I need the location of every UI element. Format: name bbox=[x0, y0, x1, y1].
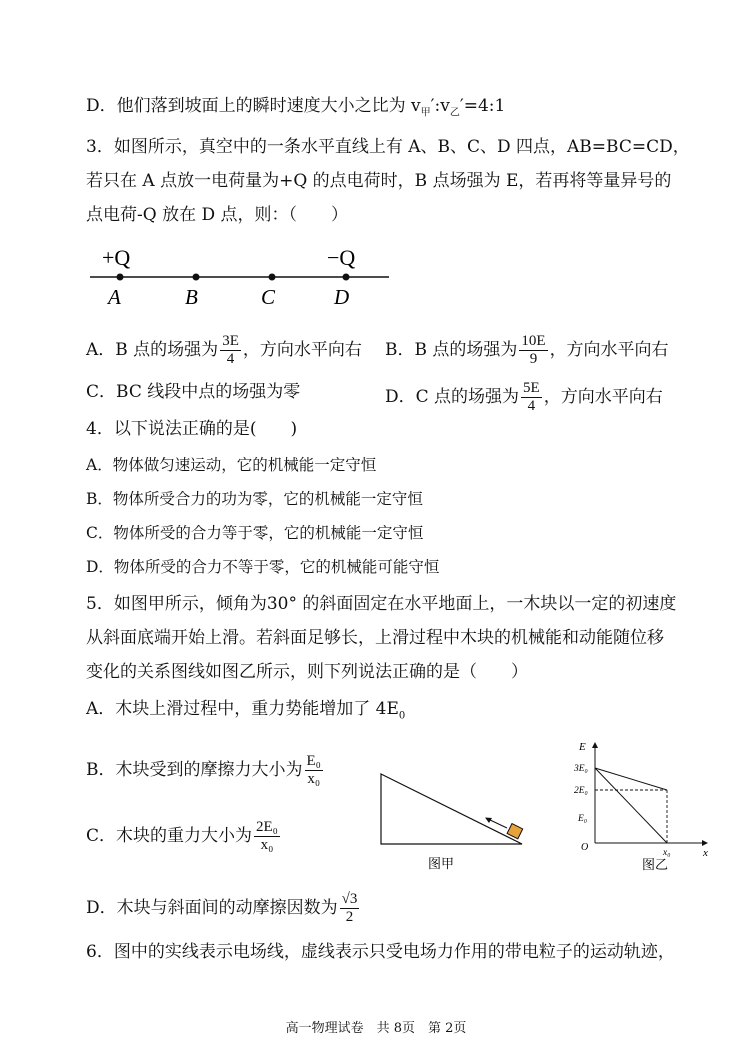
label-a: A bbox=[108, 285, 121, 309]
label-d: D bbox=[334, 285, 350, 309]
q5-stem-line3: 变化的关系图线如图乙所示，则下列说法正确的是（ ） bbox=[86, 662, 528, 682]
q2-option-d: D．他们落到坡面上的瞬时速度大小之比为 $v_甲':v_乙'=4:1$ bbox=[86, 96, 506, 119]
q3-stem-line2: 若只在 A 点放一电荷量为+Q 的点电荷时，B 点场强为 E，若再将等量异号的 bbox=[86, 171, 672, 191]
velocity-arrow bbox=[488, 819, 507, 828]
q5-stem-line1: 5．如图甲所示，倾角为30° 的斜面固定在水平地面上，一木块以一定的初速度 bbox=[86, 594, 677, 614]
tick-2e0: 2E₀ bbox=[574, 786, 588, 796]
label-b: B bbox=[185, 285, 198, 309]
q3-option-d: D．C 点的场强为 $\frac{5E}{4}$ ，方向水平向右 bbox=[385, 380, 663, 414]
tick-x0: x₀ bbox=[663, 848, 671, 858]
origin-label: O bbox=[581, 842, 589, 853]
y-axis-arrow bbox=[592, 742, 598, 748]
q5-option-b: B．木块受到的摩擦力大小为 $\frac{\text{E₀}}{\text{x₀}}$ bbox=[86, 753, 321, 787]
q3-stem-line3: 点电荷-Q 放在 D 点，则：（ ） bbox=[86, 205, 349, 225]
q3-option-c: C．BC 线段中点的场强为零 bbox=[86, 382, 301, 402]
wooden-block bbox=[507, 824, 523, 839]
minus-q-label: −Q bbox=[327, 245, 356, 270]
point-d-dot bbox=[343, 274, 350, 281]
tick-e0: E₀ bbox=[578, 814, 588, 824]
figure-jia-incline bbox=[378, 770, 528, 874]
fig-yi-caption: 图乙 bbox=[642, 857, 669, 872]
q3-option-a: A．B 点的场强为 $\frac{3E}{4}$ ，方向水平向右 bbox=[86, 333, 362, 367]
point-c-dot bbox=[269, 274, 276, 281]
page-footer: 高一物理试卷 共 8页 第 2页 bbox=[285, 1021, 467, 1036]
frac-3e-4: $\frac{3E}{4}$ bbox=[222, 333, 239, 367]
point-b-dot bbox=[193, 274, 200, 281]
q5-option-a: A．木块上滑过程中，重力势能增加了 $4E_0$ bbox=[86, 699, 406, 722]
figure-yi-graph bbox=[572, 738, 717, 874]
q5-option-c: C．木块的重力大小为 $\frac{\text{2E₀}}{\text{x₀}}$ bbox=[86, 819, 278, 853]
tick-3e0: 3E₀ bbox=[574, 764, 588, 774]
q5-option-d: D．木块与斜面间的动摩擦因数为 $\frac{√3}{2}$ bbox=[86, 891, 358, 925]
q4-option-a: A．物体做匀速运动，它的机械能一定守恒 bbox=[86, 456, 377, 474]
q3-charge-diagram bbox=[80, 238, 400, 314]
frac-5e-4: $\frac{5E}{4}$ bbox=[523, 380, 540, 414]
fig-jia-caption: 图甲 bbox=[428, 856, 455, 871]
point-a-dot bbox=[117, 274, 124, 281]
q4-stem: 4．以下说法正确的是( ) bbox=[86, 419, 298, 439]
plus-q-label: +Q bbox=[102, 245, 131, 270]
q4-option-b: B．物体所受合力的功为零，它的机械能一定守恒 bbox=[86, 490, 423, 508]
q4-option-c: C．物体所受的合力等于零，它的机械能一定守恒 bbox=[86, 524, 424, 542]
q4-option-d: D．物体所受的合力不等于零，它的机械能可能守恒 bbox=[86, 558, 440, 576]
x-axis-arrow bbox=[702, 840, 708, 846]
frac-10e-9: $\frac{10E}{9}$ bbox=[521, 333, 546, 367]
x-axis-label: x bbox=[703, 847, 708, 859]
q3-stem-line1: 3．如图所示，真空中的一条水平直线上有 A、B、C、D 四点，AB=BC=CD， bbox=[86, 137, 690, 157]
label-c: C bbox=[261, 285, 276, 309]
incline-triangle bbox=[381, 774, 522, 844]
q6-stem-line1: 6．图中的实线表示电场线，虚线表示只受电场力作用的带电粒子的运动轨迹， bbox=[86, 942, 675, 962]
q5-stem-line2: 从斜面底端开始上滑。若斜面足够长，上滑过程中木块的机械能和动能随位移 bbox=[86, 628, 664, 648]
y-axis-label: E bbox=[579, 741, 586, 753]
q3-option-b: B．B 点的场强为 $\frac{10E}{9}$ ，方向水平向右 bbox=[385, 333, 669, 367]
